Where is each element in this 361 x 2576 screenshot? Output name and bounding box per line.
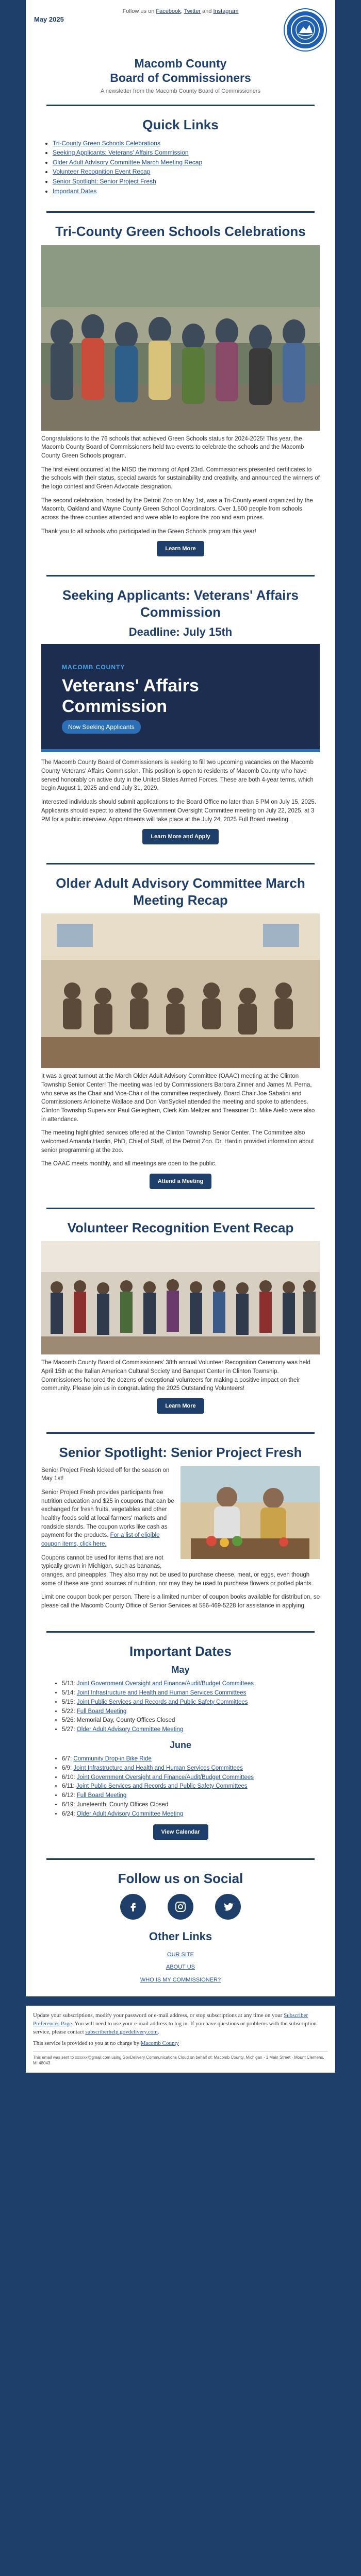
- social-title: Follow us on Social: [118, 1870, 243, 1886]
- veterans-banner: [41, 644, 320, 752]
- banner-pill: Now Seeking Applicants: [62, 720, 141, 734]
- newsletter-tagline: A newsletter from the Macomb County Board of Commissioners: [101, 88, 260, 95]
- quick-links-title: Quick Links: [142, 117, 219, 133]
- view-calendar-button[interactable]: View Calendar: [153, 1824, 208, 1840]
- other-links-title: Other Links: [149, 1930, 212, 1943]
- footer: [26, 2006, 335, 2073]
- date-link[interactable]: Joint Infrastructure and Health and Human Services Committees: [73, 1765, 243, 1771]
- green-schools-section: [26, 213, 335, 570]
- attend-meeting-button[interactable]: Attend a Meeting: [150, 1174, 212, 1189]
- social-section: [26, 1860, 335, 1996]
- eligible-items-link[interactable]: For a list of eligible coupon items, click here.: [41, 1532, 160, 1547]
- date-link[interactable]: Joint Government Oversight and Finance/Audit/Budget Committees: [76, 1774, 254, 1781]
- date-item: • 5/27: Older Adult Advisory Committee Meeting: [62, 1725, 320, 1735]
- oaac-title: Older Adult Advisory Committee March Meeting Recap: [56, 875, 305, 908]
- volunteer-p1: The Macomb County Board of Commissioners' 38th annual Volunteer Recognition Ceremony was held April 15th at the Italian American Cultural Society and Banquet Center in Clinton Township. Commissioners honored the dozens of exceptional volunteers for making a positive impact on their community. Please join us in congratulating the 2025 Outstanding Volunteers!: [41, 1360, 310, 1392]
- subscriber-preferences-link[interactable]: Subscriber Preferences Page: [33, 2012, 308, 2027]
- twitter-icon[interactable]: [215, 1894, 241, 1920]
- oaac-meeting-photo: [41, 913, 320, 1068]
- banner-title: Veterans' Affairs Commission: [62, 676, 199, 716]
- quick-link-oaac[interactable]: Older Adult Advisory Committee March Meeting Recap: [53, 158, 203, 166]
- twitter-link[interactable]: Twitter: [184, 8, 201, 14]
- green-schools-learn-more-button[interactable]: Learn More: [157, 541, 204, 556]
- facebook-icon[interactable]: [120, 1894, 146, 1920]
- green-schools-p3: The second celebration, hosted by the Detroit Zoo on May 1st, was a Tri-County event organized by the Macomb, Oakland and Wayne County Green School Coordinators. Over 1,500 people from schools across the three counties attended and were able to explore the zoo and earn prizes.: [41, 497, 313, 521]
- date-link[interactable]: Older Adult Advisory Committee Meeting: [76, 1810, 184, 1817]
- green-schools-p1: Congratulations to the 76 schools that achieved Green Schools status for 2024-2025! This year, the Macomb County Board of Commissioners held two events to celebrate the schools and the Macomb County Green Schools program.: [41, 435, 304, 460]
- veterans-title: Seeking Applicants: Veterans' Affairs Commission: [62, 587, 299, 620]
- our-site-link[interactable]: OUR SITE: [167, 1952, 194, 1958]
- quick-links-list: [41, 139, 320, 196]
- dates-title: Important Dates: [129, 1643, 232, 1659]
- date-item: • 6/9: Joint Infrastructure and Health and Human Services Committees: [62, 1764, 320, 1773]
- may-dates-list: [41, 1680, 320, 1735]
- instagram-icon[interactable]: [168, 1894, 193, 1920]
- newsletter-header: [46, 57, 315, 106]
- volunteer-section: [26, 1209, 335, 1427]
- date-item: • 6/12: Full Board Meeting: [62, 1791, 320, 1801]
- top-bar: [26, 0, 335, 57]
- veterans-deadline: Deadline: July 15th: [128, 625, 233, 639]
- quick-link-dates[interactable]: Important Dates: [53, 187, 97, 195]
- green-schools-photo: [41, 245, 320, 431]
- quick-links-section: [26, 106, 335, 206]
- date-item: • 5/13: Joint Government Oversight and Finance/Audit/Budget Committees: [62, 1680, 320, 1689]
- volunteer-learn-more-button[interactable]: Learn More: [157, 1398, 204, 1414]
- date-link[interactable]: Joint Infrastructure and Health and Human Services Committees: [76, 1689, 247, 1696]
- macomb-county-link[interactable]: Macomb County: [140, 2040, 179, 2046]
- month-june: June: [169, 1740, 191, 1751]
- date-item: • 6/19: Juneteenth, County Offices Closed: [62, 1801, 320, 1810]
- facebook-link[interactable]: Facebook: [156, 8, 181, 14]
- quick-link-green-schools[interactable]: Tri-County Green Schools Celebrations: [53, 139, 160, 147]
- veterans-apply-button[interactable]: Learn More and Apply: [142, 829, 218, 844]
- green-schools-title: Tri-County Green Schools Celebrations: [55, 224, 306, 240]
- june-dates-list: [41, 1755, 320, 1819]
- social-icons: [41, 1894, 320, 1920]
- senior-section: [26, 1434, 335, 1626]
- date-item: • 6/11: Joint Public Services and Records and Public Safety Committees: [62, 1782, 320, 1791]
- footer-subscription-text: Update your subscriptions, modify your password or e-mail address, or stop subscriptions at any time on your Subscriber Preferences Page. You will need to use your e-mail address to log in. If you have questions or problems with the subscription service, please contact subscriberhelp.govdelivery.com.: [33, 2012, 317, 2035]
- quick-link-veterans[interactable]: Seeking Applicants: Veterans' Affairs Commission: [53, 149, 189, 157]
- date-link[interactable]: Joint Public Services and Records and Public Safety Committees: [76, 1783, 248, 1790]
- date-link[interactable]: Full Board Meeting: [76, 1708, 127, 1715]
- follow-line: Follow us on Facebook, Twitter and Instagram: [122, 8, 239, 14]
- senior-p4: Limit one coupon book per person. There is a limited number of coupon books available for distribution, so please call the Macomb County Office of Senior Services at 586-469-5228 for assistance in applying.: [41, 1594, 320, 1609]
- senior-project-fresh-photo: [180, 1466, 320, 1559]
- senior-title: Senior Spotlight: Senior Project Fresh: [59, 1445, 302, 1461]
- date-item: • 5/22: Full Board Meeting: [62, 1707, 320, 1717]
- oaac-p3: The OAAC meets monthly, and all meetings are open to the public.: [41, 1161, 217, 1167]
- banner-kicker: MACOMB COUNTY: [62, 664, 125, 671]
- senior-p2: Senior Project Fresh provides participants free nutrition education and $25 in coupons that can be exchanged for fresh fruits, vegetables and other healthy foods sold at local farmers' markets and roadside stands. The coupon works like cash as payment for the products. For a list of eligible coupon items, click here.: [41, 1489, 174, 1547]
- quick-link-senior[interactable]: Senior Spotlight: Senior Project Fresh: [53, 178, 156, 185]
- date-link[interactable]: Full Board Meeting: [76, 1792, 127, 1799]
- date-link[interactable]: Community Drop-in Bike Ride: [73, 1756, 152, 1762]
- other-links-list: [41, 1948, 320, 1986]
- date-link[interactable]: Older Adult Advisory Committee Meeting: [76, 1726, 184, 1733]
- about-us-link[interactable]: ABOUT US: [166, 1964, 195, 1971]
- green-schools-p2: The first event occurred at the MISD the morning of April 23rd. Commissioners presented certificates to the schools with their status, special awards for sustainability and creativity, and announced the winners of the logo contest and Green Advocate designation.: [41, 466, 320, 490]
- date-item: • 5/15: Joint Public Services and Records and Public Safety Committees: [62, 1698, 320, 1707]
- veterans-p1: The Macomb County Board of Commissioners is seeking to fill two upcoming vacancies on the Macomb County Veterans' Affairs Commission. This position is open to residents of Macomb County who have served honorably on active duty in the United States Armed Forces. These are both 4-year terms, which begin August 1, 2025 and end July 31, 2029.: [41, 759, 314, 792]
- veterans-section: [26, 577, 335, 858]
- oaac-p2: The meeting highlighted services offered at the Clinton Township Senior Center. The Committee also welcomed Amanda Hardin, PhD, Chief of Staff, of the Detroit Zoo. Dr. Hardin provided information about senior programming at the zoo.: [41, 1130, 314, 1154]
- date-link[interactable]: Joint Government Oversight and Finance/Audit/Budget Committees: [76, 1681, 254, 1687]
- who-is-my-commissioner-link[interactable]: WHO IS MY COMMISSIONER?: [140, 1976, 221, 1983]
- subscriber-help-link[interactable]: subscriberhelp.govdelivery.com: [85, 2028, 158, 2035]
- seal-icon: [290, 14, 321, 45]
- senior-p3: Coupons cannot be used for items that are not typically grown in Michigan, such as bananas, oranges, and pineapples. They also may not be used to purchase cheese, meat, or eggs, even though some of these are good sources of nutrition, nor may they be used to purchase flowers or potted plants.: [41, 1554, 313, 1587]
- footer-delivery-notice: This email was sent to xxxxxx@gmail.com using GovDelivery Communications Cloud on behalf of: Macomb County, Michigan · 1 Main Street · Mount Clemens, MI 48043: [33, 2051, 328, 2066]
- county-seal-logo: [285, 9, 326, 50]
- oaac-p1: It was a great turnout at the March Older Adult Advisory Committee (OAAC) meeting at the Clinton Township Senior Center! The meeting was led by Commissioners Barbara Zinner and James M. Perna, who serve as the Chair and Vice-Chair of the committee respectively. Board Chair Joe Sabatini and Commissioners Antoinette Wallace and Don VanSyckel attended the meeting and spoke to attendees. Clinton Township Supervisor Paul Gieleghem, Clerk Kim Meltzer and Treasurer Dr. Mike Aiello were also in attendance.: [41, 1073, 315, 1123]
- issue-date: May 2025: [34, 15, 64, 23]
- month-may: May: [171, 1665, 190, 1675]
- volunteer-title: Volunteer Recognition Event Recap: [67, 1219, 294, 1235]
- green-schools-p4: Thank you to all schools who participated in the Green Schools program this year!: [41, 528, 256, 535]
- newsletter-card: [26, 0, 335, 1996]
- date-link[interactable]: Joint Public Services and Records and Public Safety Committees: [76, 1699, 248, 1705]
- footer-provided-by: This service is provided to you at no charge by Macomb County: [33, 2040, 179, 2046]
- senior-p1: Senior Project Fresh kicked off for the season on May 1st!: [41, 1467, 170, 1482]
- oaac-section: [26, 865, 335, 1202]
- date-item: • 5/14: Joint Infrastructure and Health and Human Services Committees: [62, 1689, 320, 1698]
- newsletter-title: Macomb County Board of Commissioners: [110, 57, 251, 84]
- date-item: • 5/26: Memorial Day, County Offices Closed: [62, 1716, 320, 1725]
- date-item: • 6/10: Joint Government Oversight and Finance/Audit/Budget Committees: [62, 1773, 320, 1783]
- volunteer-group-photo: [41, 1241, 320, 1354]
- veterans-p2: Interested individuals should submit applications to the Board Office no later than 5 PM on July 15, 2025. Applicants should expect to attend the Government Oversight Committee meeting on July 22, 2025, at 3 PM for a public interview. Appointments will take place at the July 24, 2025 Full Board meeting.: [41, 799, 316, 823]
- quick-link-volunteer[interactable]: Volunteer Recognition Event Recap: [53, 168, 151, 176]
- important-dates-section: [26, 1633, 335, 1853]
- date-item: • 6/24: Older Adult Advisory Committee Meeting: [62, 1810, 320, 1819]
- instagram-link[interactable]: Instagram: [213, 8, 239, 14]
- date-item: • 6/7: Community Drop-in Bike Ride: [62, 1755, 320, 1764]
